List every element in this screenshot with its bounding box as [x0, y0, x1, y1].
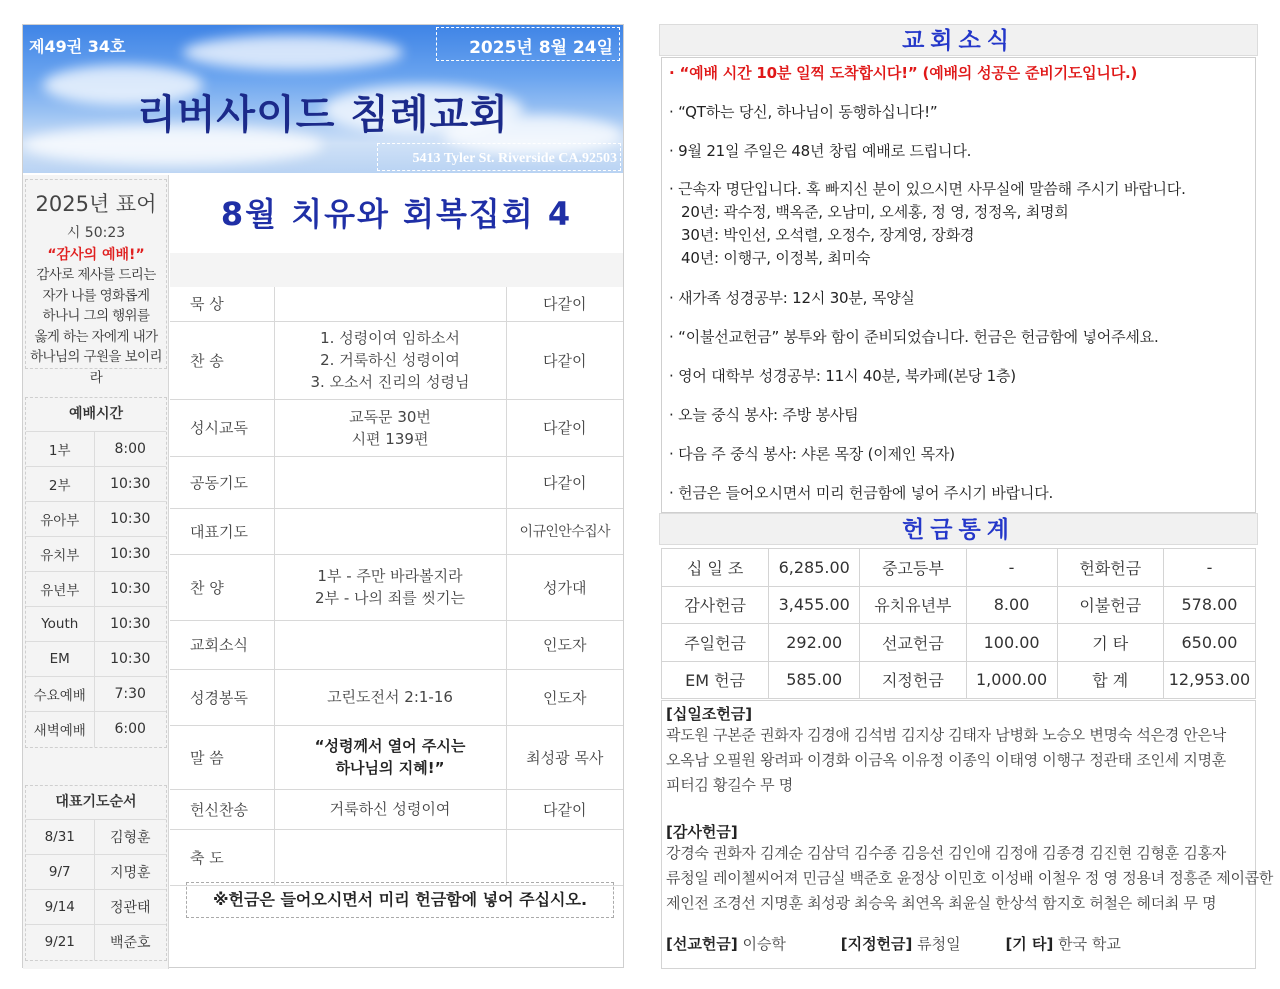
bulletin-news-page	[659, 24, 1274, 969]
offering-label: 선교헌금	[860, 624, 966, 662]
service-time: 7:30	[94, 677, 166, 712]
news-item-text: · 근속자 명단입니다. 혹 빠지신 분이 있으시면 사무실에 말씀해 주시기 바랍니다.	[669, 180, 1186, 198]
offering-label: 기 타	[1057, 624, 1163, 662]
prayer-order-table	[26, 819, 166, 960]
sermon-title-line: “성령께서 열어 주시는	[314, 737, 466, 755]
bulletin-date: 2025년 8월 24일	[469, 38, 613, 58]
order-content	[274, 829, 506, 885]
news-list	[661, 57, 1256, 513]
motto-title: 2025년 표어	[35, 192, 157, 216]
order-leader: 성가대	[506, 554, 623, 620]
table-row	[170, 508, 623, 554]
news-item: · 9월 21일 주일은 48년 창립 예배로 드립니다.	[669, 142, 972, 160]
order-content	[274, 669, 506, 725]
table-row	[26, 572, 166, 607]
table-row	[170, 789, 623, 829]
table-row	[26, 855, 166, 890]
order-item: 헌신찬송	[170, 789, 274, 829]
offering-label: 이불헌금	[1057, 586, 1163, 624]
table-row	[26, 607, 166, 642]
table-row	[170, 456, 623, 508]
order-content	[274, 399, 506, 456]
order-leader: 다같이	[506, 399, 623, 456]
bulletin-front-page	[22, 24, 624, 968]
year-motto-box	[25, 179, 167, 386]
table-row	[26, 432, 166, 467]
offering-amount: -	[966, 549, 1057, 587]
order-leader: 최성광 목사	[506, 725, 623, 789]
table-row	[170, 725, 623, 789]
offering-amount: 1,000.00	[966, 661, 1057, 699]
motto-line: 하나니 그의 행위를	[42, 308, 150, 324]
order-leader	[506, 829, 623, 885]
offering-label: 주일헌금	[662, 624, 769, 662]
table-row	[26, 925, 166, 960]
name-line: 제인전 조경선 지명훈 최성광 최승욱 최연옥 최윤실 한상석 함지호 허철은 헤더최 무 명	[666, 894, 1217, 912]
service-time: 8:00	[94, 432, 166, 467]
news-item: · 다음 주 중식 봉사: 샤론 목장 (이제인 목자)	[669, 445, 955, 463]
prayer-date: 8/31	[26, 820, 94, 855]
order-item: 묵 상	[170, 287, 274, 321]
order-leader: 다같이	[506, 456, 623, 508]
prayer-date: 9/7	[26, 855, 94, 890]
church-address: 5413 Tyler St. Riverside CA.92503	[412, 151, 617, 166]
motto-reference: 시 50:23	[66, 225, 126, 241]
offering-label: 지정헌금	[860, 661, 966, 699]
news-item	[669, 178, 1186, 270]
spacer-row	[170, 253, 623, 287]
offering-label: 중고등부	[860, 549, 966, 587]
offering-amount: 650.00	[1163, 624, 1255, 662]
order-content	[274, 789, 506, 829]
motto-line: 자가 나를 영화롭게	[42, 287, 150, 304]
order-item: 성경봉독	[170, 669, 274, 725]
mission-value: 이승학	[742, 935, 786, 953]
name-line: 피터김 황길수 무 명	[666, 776, 793, 794]
news-item: · 오늘 중식 봉사: 주방 봉사팀	[669, 406, 859, 424]
news-item: · “QT하는 당신, 하나님이 동행하십니다!”	[669, 103, 938, 121]
order-leader: 다같이	[506, 287, 623, 321]
hymn-line: 1. 성령이여 임하소서	[320, 329, 460, 347]
church-name: 리버사이드 침례교회	[137, 92, 509, 138]
tithe-heading: [십일조헌금]	[666, 705, 753, 723]
service-times-title: 예배시간	[68, 406, 124, 422]
prayer-name: 김형훈	[94, 820, 166, 855]
sermon-title-line: 하나님의 지혜!”	[335, 759, 445, 777]
news-sub-line: 20년: 곽수정, 백옥준, 오남미, 오세홍, 정 영, 정정옥, 최명희	[681, 203, 1069, 221]
designated-value: 류청일	[917, 935, 961, 953]
order-item: 축 도	[170, 829, 274, 885]
left-sidebar	[23, 175, 169, 969]
offering-amount: 8.00	[966, 586, 1057, 624]
name-line: 오옥남 오필원 왕려파 이경화 이금옥 이유정 이종익 이태영 이행구 정관태 조인세 지명훈	[666, 751, 1226, 769]
order-content	[274, 508, 506, 554]
service-time: 10:30	[94, 502, 166, 537]
order-item: 교회소식	[170, 620, 274, 669]
order-leader: 인도자	[506, 669, 623, 725]
order-leader: 인도자	[506, 620, 623, 669]
reading-line: 교독문 30번	[349, 407, 431, 426]
mission-label: [선교헌금]	[666, 935, 738, 953]
service-name: 유아부	[26, 502, 94, 537]
service-name: 새벽예배	[26, 712, 94, 747]
service-name: 2부	[26, 467, 94, 502]
order-item: 성시교독	[170, 399, 274, 456]
offering-amount: -	[1163, 549, 1255, 587]
thanks-names	[666, 841, 1273, 916]
news-section-title: 교회소식	[659, 24, 1258, 56]
service-time: 10:30	[94, 642, 166, 677]
hymn-line: 2. 거룩하신 성령이여	[320, 351, 460, 369]
table-row	[26, 677, 166, 712]
service-time: 10:30	[94, 467, 166, 502]
motto-headline: “감사의 예배!”	[47, 247, 145, 263]
hymn-line: 3. 오소서 진리의 성령님	[310, 373, 470, 391]
table-row	[662, 624, 1256, 662]
news-sub-line: 30년: 박인선, 오석렬, 오정수, 장계영, 장화경	[681, 226, 975, 244]
reading-line: 시편 139편	[351, 429, 429, 448]
news-sub-line: 40년: 이행구, 이정복, 최미숙	[681, 249, 871, 267]
scripture-reference: 고린도전서 2:1-16	[327, 688, 453, 706]
order-item: 말 씀	[170, 725, 274, 789]
table-row	[26, 502, 166, 537]
hymn-line: 거룩하신 성령이여	[329, 800, 451, 818]
worship-order-table	[170, 253, 623, 886]
offering-amount: 292.00	[769, 624, 860, 662]
order-content	[274, 620, 506, 669]
news-item: · 영어 대학부 성경공부: 11시 40분, 북카페(본당 1층)	[669, 367, 1016, 385]
service-time: 10:30	[94, 537, 166, 572]
order-content	[274, 456, 506, 508]
table-row	[662, 586, 1256, 624]
offering-section-title: 헌금통계	[659, 513, 1258, 545]
order-content	[274, 287, 506, 321]
offering-amount: 585.00	[769, 661, 860, 699]
designated-label: [지정헌금]	[840, 935, 913, 953]
donor-list	[661, 700, 1274, 969]
prayer-name: 지명훈	[94, 855, 166, 890]
table-row	[170, 669, 623, 725]
thanks-heading: [감사헌금]	[666, 823, 738, 841]
offering-label: 감사헌금	[662, 586, 769, 624]
service-time: 10:30	[94, 572, 166, 607]
offering-notice: ※헌금은 들어오시면서 미리 헌금함에 넣어 주십시오.	[186, 882, 614, 918]
praise-line: 2부 - 나의 죄를 씻기는	[315, 589, 465, 607]
name-line: 곽도원 구본준 권화자 김경애 김석범 김지상 김태자 남병화 노승오 변명숙 석은경 안은낙	[666, 726, 1226, 744]
news-item: · “예배 시간 10분 일찍 도착합시다!” (예배의 성공은 준비기도입니다.)	[669, 64, 1138, 82]
offering-label: 십 일 조	[662, 549, 769, 587]
prayer-order-box	[25, 785, 167, 961]
motto-text	[26, 265, 166, 388]
service-name: 유치부	[26, 537, 94, 572]
table-row	[170, 321, 623, 399]
tithe-names	[666, 723, 1226, 798]
order-item: 공동기도	[170, 456, 274, 508]
table-row	[662, 549, 1256, 587]
name-line: 류청일 레이첼씨어져 민금실 백준호 윤정상 이민호 이성배 이철우 정 영 정용녀 정흥준 제이콥한	[666, 869, 1274, 887]
prayer-name: 정관태	[94, 890, 166, 925]
service-time: 10:30	[94, 607, 166, 642]
other-offerings-line	[666, 933, 1121, 954]
table-row	[26, 820, 166, 855]
order-item: 찬 양	[170, 554, 274, 620]
prayer-name: 백준호	[94, 925, 166, 960]
offering-label: 유치유년부	[860, 586, 966, 624]
offering-label: EM 헌금	[662, 661, 769, 699]
table-row	[26, 890, 166, 925]
service-name: 수요예배	[26, 677, 94, 712]
prayer-order-title: 대표기도순서	[55, 794, 137, 810]
news-item: · 헌금은 들어오시면서 미리 헌금함에 넣어 주시기 바랍니다.	[669, 484, 1054, 502]
prayer-date: 9/21	[26, 925, 94, 960]
offering-label: 합 계	[1057, 661, 1163, 699]
news-item: · “이불선교헌금” 봉투와 함이 준비되었습니다. 헌금은 헌금함에 넣어주세요.	[669, 328, 1159, 346]
service-name: Youth	[26, 607, 94, 642]
praise-line: 1부 - 주만 바라볼지라	[317, 567, 463, 585]
offering-amount: 6,285.00	[769, 549, 860, 587]
order-content	[274, 554, 506, 620]
offering-label: 헌화헌금	[1057, 549, 1163, 587]
other-value: 한국 학교	[1058, 935, 1121, 953]
order-leader: 다같이	[506, 789, 623, 829]
other-label: [기 타]	[1005, 935, 1054, 953]
order-leader: 이규인안수집사	[506, 508, 623, 554]
offering-table	[661, 548, 1256, 699]
table-row	[170, 287, 623, 321]
table-row	[170, 554, 623, 620]
service-name: EM	[26, 642, 94, 677]
table-row	[170, 399, 623, 456]
order-content	[274, 321, 506, 399]
table-row	[26, 642, 166, 677]
offering-amount: 3,455.00	[769, 586, 860, 624]
order-item: 대표기도	[170, 508, 274, 554]
table-row	[26, 712, 166, 747]
motto-line: 하나님의 구원을 보이리라	[30, 349, 162, 386]
service-name: 1부	[26, 432, 94, 467]
motto-line: 감사로 제사를 드리는	[36, 267, 156, 283]
service-name: 유년부	[26, 572, 94, 607]
page-title: 8월 치유와 회복집회 4	[220, 195, 573, 233]
offering-amount: 12,953.00	[1163, 661, 1255, 699]
worship-order-section	[170, 175, 623, 969]
order-content	[274, 725, 506, 789]
table-row	[662, 661, 1256, 699]
name-line: 강경숙 권화자 김계순 김삼덕 김수종 김응선 김인애 김정애 김종경 김진현 김형훈 김홍자	[666, 844, 1226, 862]
order-leader: 다같이	[506, 321, 623, 399]
service-time: 6:00	[94, 712, 166, 747]
table-row	[170, 829, 623, 885]
table-row	[26, 537, 166, 572]
volume-number: 제49권 34호	[29, 37, 126, 56]
motto-line: 옳게 하는 자에게 내가	[34, 328, 158, 345]
offering-amount: 100.00	[966, 624, 1057, 662]
prayer-date: 9/14	[26, 890, 94, 925]
offering-amount: 578.00	[1163, 586, 1255, 624]
header-banner	[23, 25, 623, 173]
table-row	[170, 620, 623, 669]
table-row	[26, 467, 166, 502]
news-item: · 새가족 성경공부: 12시 30분, 목양실	[669, 289, 915, 307]
service-times-table	[26, 431, 166, 747]
order-item: 찬 송	[170, 321, 274, 399]
service-times-box	[25, 397, 167, 748]
